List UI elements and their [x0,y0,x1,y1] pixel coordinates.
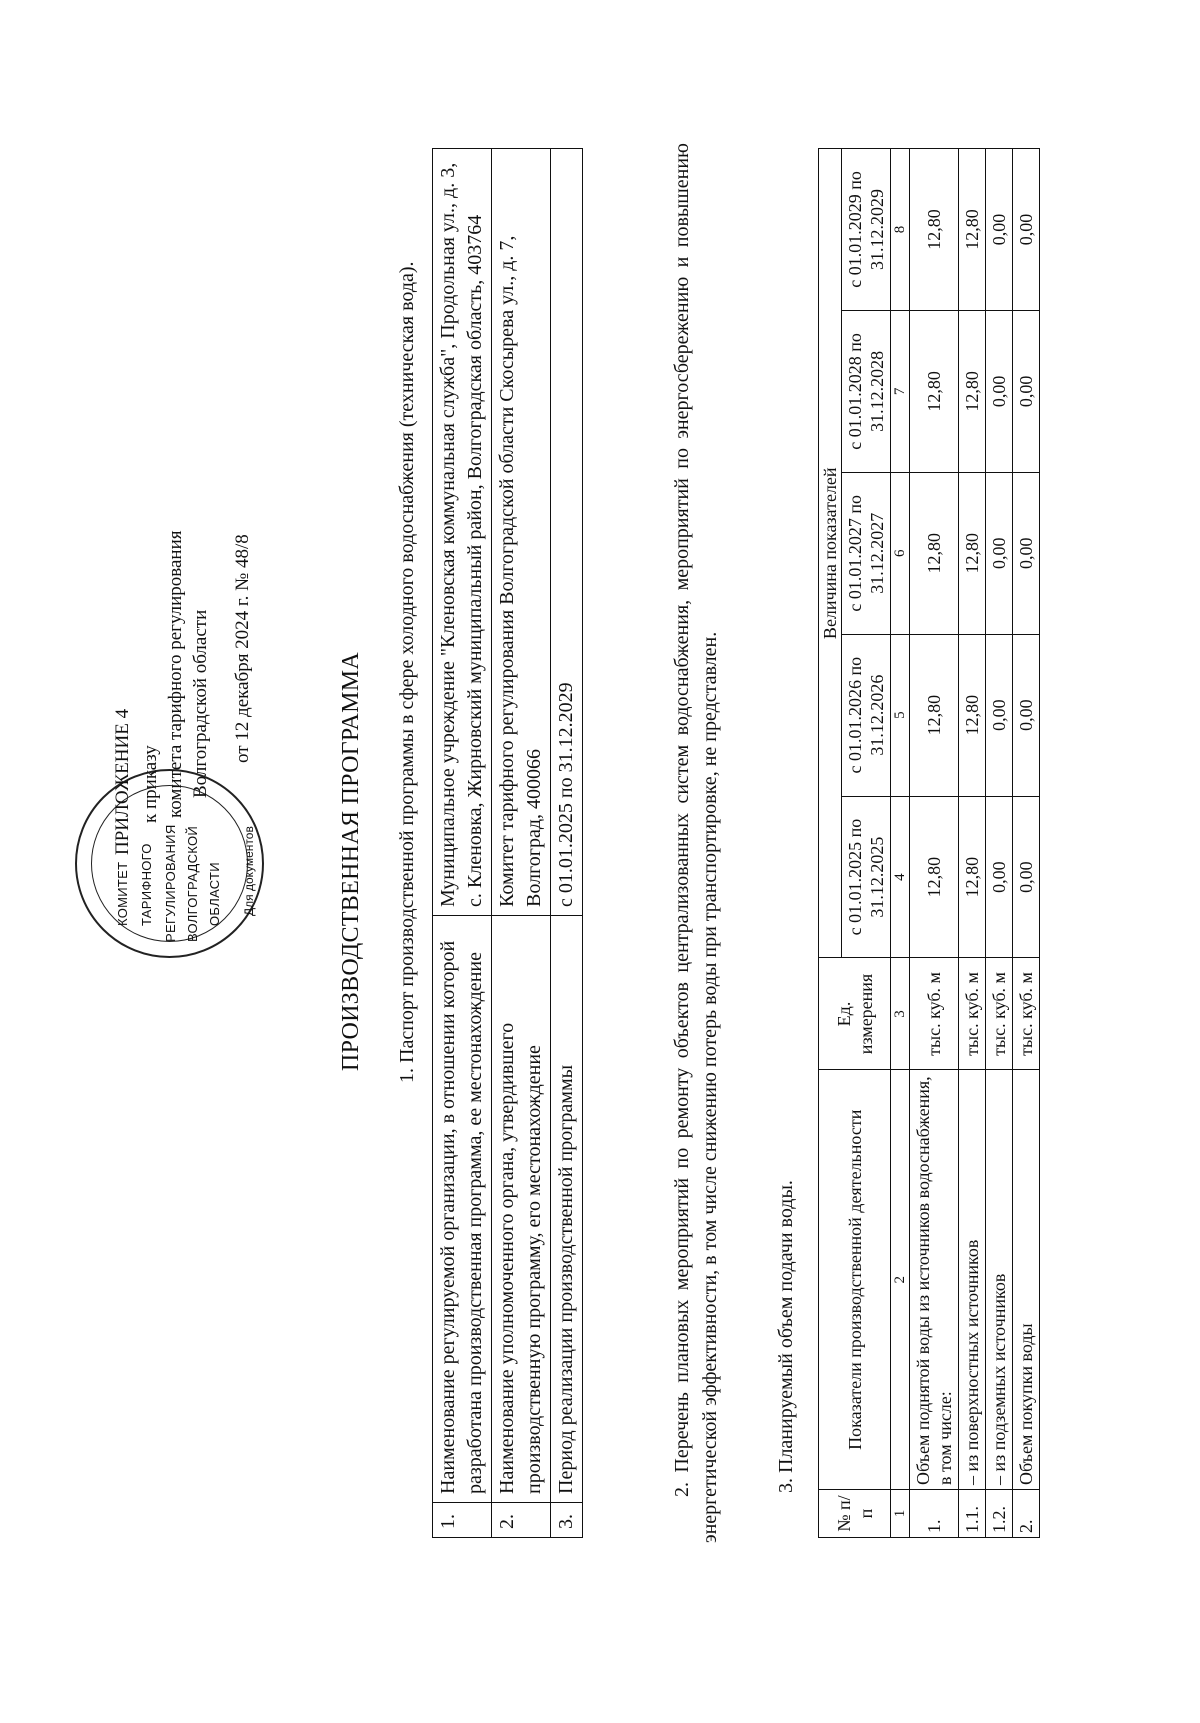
header-period: с 01.01.2026 по 31.12.2026 [842,634,891,796]
section1-heading: 1. Паспорт производственной программы в сфере холодного водоснабжения (техническая вода). [396,261,418,1083]
row-value: 0,00 [1013,310,1040,472]
row-value: 12,80 [910,472,959,634]
row-value: 0,00 [986,310,1013,472]
row-number: 2. [1013,1490,1040,1538]
row-indicator: – из поверхностных источников [959,1070,986,1490]
header-period: с 01.01.2029 по 31.12.2029 [842,149,891,311]
index-cell: 8 [891,149,910,311]
row-number: 3. [551,1503,583,1538]
row-unit: тыс. куб. м [959,958,986,1070]
row-value: 0,00 [986,472,1013,634]
stamp-ring-bottom-text: Для документов [242,826,256,916]
page-title: ПРОИЗВОДСТВЕННАЯ ПРОГРАММА [338,651,364,1072]
row-value: 12,80 [959,310,986,472]
header-group: Величина показателей [819,149,842,959]
row-number: 1. [433,1503,492,1538]
row-value: 0,00 [986,634,1013,796]
row-value: 12,80 [959,796,986,958]
table-row [1013,149,1040,1538]
row-unit: тыс. куб. м [1013,958,1040,1070]
row-value: 0,00 [1013,634,1040,796]
row-value: 0,00 [1013,149,1040,311]
row-value: 0,00 [1013,472,1040,634]
table-row [433,149,492,1538]
appendix-line: от 12 декабря 2024 г. № 48/8 [232,534,253,763]
row-unit: тыс. куб. м [910,958,959,1070]
table-index-row [891,149,910,1538]
row-value: 12,80 [910,796,959,958]
stamp-line: ТАРИФНОГО [139,843,154,926]
table-header-row [819,149,842,1538]
indicators-table [818,148,1040,1538]
row-value: 0,00 [986,796,1013,958]
index-cell: 3 [891,958,910,1070]
stamp-line: ВОЛГОГРАДСКОЙ [185,825,200,942]
appendix-line: комитета тарифного регулирования [165,530,186,818]
section3-heading: 3. Планируемый объем подачи воды. [775,1180,797,1493]
appendix-title: ПРИЛОЖЕНИЕ 4 [112,708,133,855]
row-value: 12,80 [959,149,986,311]
header-period: с 01.01.2028 по 31.12.2028 [842,310,891,472]
table-row [910,149,959,1538]
header-unit: Ед. измерения [819,958,891,1070]
table-row [986,149,1013,1538]
row-name: Наименование уполномоченного органа, утвердившего производственную программу, его местонахождение [492,916,551,1503]
stamp-line: КОМИТЕТ [115,861,130,926]
row-name: Период реализации производственной программы [551,916,583,1503]
stamp-line: РЕГУЛИРОВАНИЯ [163,824,178,942]
row-indicator: Объем поднятой воды из источников водоснабжения, в том числе: [910,1070,959,1490]
row-name: Наименование регулируемой организации, в отношении которой разработана производственная программа, ее местонахождение [433,916,492,1503]
row-number: 2. [492,1503,551,1538]
header-num: № п/п [819,1490,891,1538]
stamp-line: ОБЛАСТИ [207,862,222,926]
section2-text: 2. Перечень плановых мероприятий по ремонту объектов централизованных систем водоснабжения, мероприятий по энергосбережению и повышению энергетической эффективности, в том числе снижению потерь воды при транспортировке, не представлен. [671,143,721,1543]
row-value: 12,80 [959,634,986,796]
appendix-line: к приказу [140,745,161,823]
row-value: Комитет тарифного регулирования Волгоградской области Скосырева ул., д. 7, Волгоград, 400066 [492,149,551,916]
row-indicator: Объем покупки воды [1013,1070,1040,1490]
row-number: 1.1. [959,1490,986,1538]
row-value: с 01.01.2025 по 31.12.2029 [551,149,583,916]
index-cell: 5 [891,634,910,796]
index-cell: 1 [891,1490,910,1538]
header-period: с 01.01.2025 по 31.12.2025 [842,796,891,958]
index-cell: 4 [891,796,910,958]
section2-paragraph [668,143,724,1543]
row-number: 1.2. [986,1490,1013,1538]
row-value: Муниципальное учреждение "Кленовская коммунальная служба", Продольная ул., д. 3, с. Кленовка, Жирновский муниципальный район, Волгоградская область, 403764 [433,149,492,916]
row-value: 12,80 [910,634,959,796]
table-row [492,149,551,1538]
table-row [551,149,583,1538]
row-value: 12,80 [910,149,959,311]
passport-table [432,148,583,1538]
row-number: 1. [910,1490,959,1538]
index-cell: 6 [891,472,910,634]
row-value: 0,00 [1013,796,1040,958]
row-value: 12,80 [910,310,959,472]
index-cell: 7 [891,310,910,472]
header-period: с 01.01.2027 по 31.12.2027 [842,472,891,634]
row-value: 12,80 [959,472,986,634]
table-row [959,149,986,1538]
row-unit: тыс. куб. м [986,958,1013,1070]
index-cell: 2 [891,1070,910,1490]
header-indicator: Показатели производственной деятельности [819,1070,891,1490]
row-indicator: – из подземных источников [986,1070,1013,1490]
row-value: 0,00 [986,149,1013,311]
appendix-line: Волгоградской области [190,609,211,798]
